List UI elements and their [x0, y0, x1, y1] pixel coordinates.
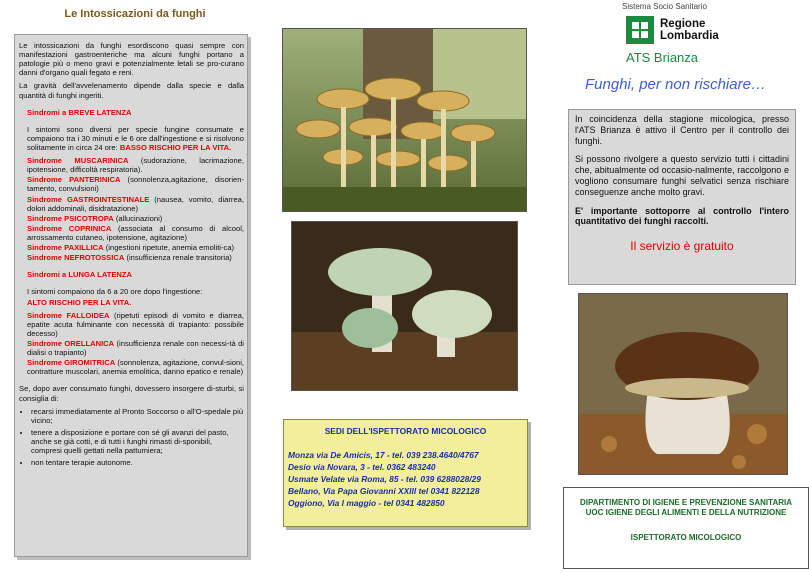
addresses-box: [283, 419, 528, 527]
advice-item: • non tentare terapie autonome.: [31, 458, 244, 467]
address-monza: Monza via De Amicis, 17 - tel. 039 238.4640/4767: [288, 450, 479, 460]
green-russula-photo: [291, 221, 518, 391]
intro-text: Le intossicazioni da funghi esordiscono quasi sempre con manifestazioni gastroenteriche ma alcuni funghi portano a patologie più o meno gravi e potenzialmente letali se pro-curano danni d'organo quali fegato e reni.: [19, 41, 244, 78]
honey-mushroom-photo: [282, 28, 527, 212]
syndrome-name: Sindrome PAXILLICA: [27, 243, 104, 253]
short-syndrome-list: [19, 156, 244, 262]
syndrome-item: [27, 156, 244, 174]
advice-item: • recarsi immediatamente al Pronto Soccorso o all'O-spedale più vicino;: [31, 407, 244, 425]
syndrome-name: Sindrome PSICOTROPA: [27, 213, 114, 223]
region-line-2: Lombardia: [660, 30, 719, 43]
syndrome-name: Sindrome MUSCARINICA: [27, 156, 129, 166]
department-box: [563, 487, 809, 569]
syndrome-name: Sindrome GIROMITRICA: [27, 358, 116, 368]
intro-text-2: La gravità dell'avvelenamento dipende dalla specie e dalla quantità di funghi ingeriti.: [19, 81, 244, 100]
syndrome-desc: (ingestioni ripetute, anemia emoliti-ca): [103, 243, 235, 253]
address-bellano: Bellano, Via Papa Giovanni XXIII tel 0341 822128: [288, 486, 480, 496]
info-p3: E' importante sottoporre al controllo l'intero quantitativo dei funghi raccolti.: [575, 205, 789, 227]
syndrome-item: [27, 195, 244, 213]
address-oggiono: Oggiono, Via I maggio - tel 0341 482850: [288, 498, 445, 508]
long-latency-text: I sintomi compaiono da 6 a 20 ore dopo l'ingestione:: [27, 287, 203, 297]
address-usmate: Usmate Velate via Roma, 85 - tel. 039 6288028/29: [288, 474, 481, 484]
dept-line-1: DIPARTIMENTO DI IGIENE E PREVENZIONE SANITARIA: [579, 498, 793, 507]
syndrome-item: [27, 311, 244, 338]
regione-lombardia-logo-icon: [626, 16, 654, 44]
syndrome-desc: (insufficienza renale con necessi-tà di dialisi o trapianto): [27, 338, 244, 358]
syndrome-desc: (sudorazione, lacrimazione, ipotensione, difficoltà respiratoria).: [27, 156, 244, 175]
syndrome-desc: (sonnolenza, agitazione, convul-sioni, contratture muscolari, anemia emolitica, danno epatico e renale): [27, 358, 244, 377]
syndrome-item: [27, 214, 244, 223]
long-latency-title: Sindromi a LUNGA LATENZA: [27, 270, 133, 280]
dept-line-3: ISPETTORATO MICOLOGICO: [630, 532, 742, 542]
short-text: I sintomi sono diversi per specie fungine consumate e compaiono tra i 30 minuti e le 6 ore dall'ingestione e si risolvono solitamente in circa 24 ore:: [27, 124, 244, 152]
syndrome-desc: (nausea, vomito, diarrea, dolori addominali, disidratazione): [27, 194, 244, 213]
syndrome-name: Sindrome GASTROINTESTINALE: [27, 194, 150, 204]
info-p1: In coincidenza della stagione micologica, presso l'ATS Brianza è attivo il Centro per il controllo dei funghi.: [575, 114, 789, 146]
syndrome-name: Sindrome FALLOIDEA: [27, 310, 110, 320]
syndrome-item: [27, 243, 244, 252]
syndrome-desc: (ripetuti episodi di vomito e diarrea, epatite acuta fulminante con necessità di trapianto: possibile decesso): [27, 310, 244, 338]
long-risk: [27, 298, 244, 307]
syndrome-item: [27, 175, 244, 193]
region-line-1: Regione: [660, 18, 706, 30]
syndrome-item: [27, 224, 244, 242]
syndrome-name: Sindrome NEFROTOSSICA: [27, 253, 125, 263]
syndrome-name: Sindrome ORELLANICA: [27, 338, 115, 348]
long-risk-label: ALTO RISCHIO PER LA VITA.: [27, 297, 132, 307]
region-name: [660, 18, 719, 42]
org-line: Sistema Socio Sanitario: [622, 2, 707, 11]
tagline: Funghi, per non rischiare…: [585, 76, 766, 93]
syndrome-name: Sindrome COPRINICA: [27, 223, 112, 233]
syndrome-name: Sindrome PANTERINICA: [27, 175, 121, 185]
intoxication-info-box: [14, 34, 248, 557]
service-info-box: [568, 109, 796, 285]
long-syndrome-list: [19, 311, 244, 377]
syndrome-item: [27, 253, 244, 262]
syndrome-item: [27, 339, 244, 357]
syndrome-desc: (insufficienza renale transitoria): [124, 253, 232, 263]
syndrome-desc: (allucinazioni): [113, 213, 163, 223]
dept-line-2: UOC IGIENE DEGLI ALIMENTI E DELLA NUTRIZIONE: [585, 508, 787, 518]
short-risk: BASSO RISCHIO PER LA VITA.: [119, 142, 232, 152]
ats-name: ATS Brianza: [626, 50, 699, 65]
syndrome-item: [27, 358, 244, 376]
porcini-photo: [578, 293, 788, 475]
advice-intro: Se, dopo aver consumato funghi, dovessero insorgere di-sturbi, si consiglia di:: [19, 384, 244, 403]
advice-item: • tenere a disposizione e portare con sé gli avanzi del pasto, anche se già cotti, e di tutti i funghi rimasti di-sponibili, compresi quelli gettati nella pattumiera;: [31, 428, 244, 455]
left-title: Le Intossicazioni da funghi: [64, 8, 206, 20]
syndrome-desc: (sonnolenza,agitazione, disorien-tamento, convulsioni): [27, 175, 244, 194]
addresses-title: SEDI DELL'ISPETTORATO MICOLOGICO: [324, 426, 487, 436]
syndrome-desc: (associata al consumo di alcool, arrossamento cutaneo, ipotensione, agitazione): [27, 223, 244, 242]
address-desio: Desio via Novara, 3 - tel. 0362 483240: [288, 462, 436, 472]
short-latency-title: Sindromi a BREVE LATENZA: [27, 107, 132, 117]
short-latency-text: [27, 125, 244, 152]
free-service: Il servizio è gratuito: [630, 239, 734, 254]
advice-list: [19, 407, 244, 468]
info-p2: Si possono rivolgere a questo servizio tutti i cittadini che, abitualmente od occasio-nalmente, raccolgono e vogliono consumare funghi selvatici senza rischiare conseguenze anche molto gravi.: [575, 154, 789, 197]
